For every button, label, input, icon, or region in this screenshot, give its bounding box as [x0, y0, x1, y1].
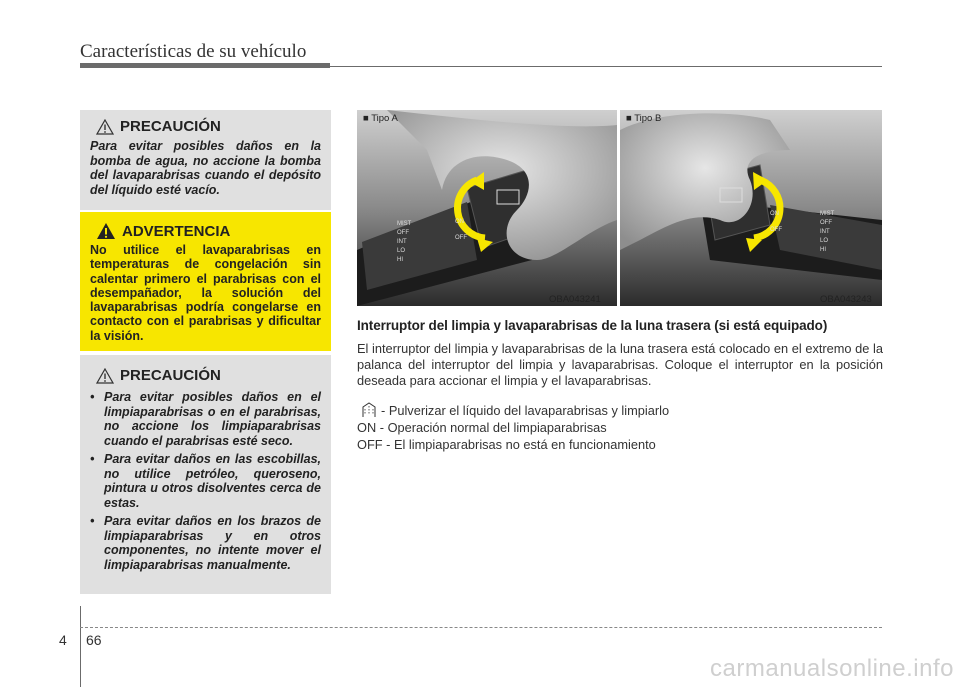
warning-text: No utilice el lavaparabrisas en temperaturas de congelación sin calentar primero el parabrisas con el desempañador, la solución del lavaparabrisas podría congelarse en contacto con el parabrisas y dificultar la visión. [90, 243, 321, 343]
option-on [357, 420, 607, 435]
warning-title: ADVERTENCIA [122, 222, 231, 240]
switch-label: HI [820, 247, 826, 253]
switch-labels-b [820, 210, 834, 255]
option-text: - Pulverizar el líquido del lavaparabrisas y limpiarlo [381, 402, 670, 418]
warning-triangle-icon [96, 222, 116, 240]
caution-box-1 [80, 110, 331, 210]
photo-type-a [357, 110, 617, 306]
washer-spray-icon [357, 401, 381, 419]
warning-header [96, 222, 321, 240]
option-text: - El limpiaparabrisas no está en funcionamiento [382, 437, 656, 452]
switch-labels-b2 [770, 206, 782, 238]
header-bar [80, 63, 330, 68]
switch-label: OFF [770, 227, 782, 233]
watermark: carmanualsonline.info [710, 655, 954, 682]
photo-code-b: OBA043243 [820, 294, 872, 305]
bullet-text: Para evitar posibles daños en el limpiaparabrisas o en el parabrisas, no accione los limpiaparabrisas cuando el parabrisas esté seco. [104, 390, 321, 448]
switch-label: INT [820, 229, 830, 235]
switch-labels-a2 [455, 214, 467, 246]
switch-label: MIST [820, 211, 835, 217]
page-number: 66 [86, 632, 102, 648]
section-number: 4 [59, 632, 67, 648]
switch-label: MIST [397, 221, 412, 227]
warning-box [80, 212, 331, 351]
caution-box-2 [80, 355, 331, 594]
wiper-lever-illustration-b [620, 110, 882, 306]
footer-rule [80, 627, 882, 628]
caution-triangle-icon [96, 119, 114, 135]
bullet-text: Para evitar daños en las escobillas, no utilice petróleo, queroseno, pintura u otros disolventes cerca de estas. [104, 452, 321, 510]
photo-code-a: OBA043241 [549, 294, 601, 305]
switch-labels-a [397, 220, 411, 265]
header-line [330, 66, 882, 67]
wiper-lever-illustration-a [357, 110, 617, 306]
header-title: Características de su vehículo [80, 41, 307, 62]
switch-label: ON [455, 219, 464, 225]
caution-bullet: • Para evitar daños en las escobillas, no utilice petróleo, queroseno, pintura u otros disolventes cerca de estas. [90, 452, 321, 510]
switch-label: OFF [397, 230, 409, 236]
switch-label: HI [397, 257, 403, 263]
section-body: El interruptor del limpia y lavaparabrisas de la luna trasera está colocado en el extremo de la palanca del interruptor del limpia y lavaparabrisas. Coloque el interruptor en la posición deseada para accionar el limpia y el lavaparabrisas. [357, 341, 883, 388]
caution-title-1: PRECAUCIÓN [120, 118, 221, 135]
photo-type-b [620, 110, 882, 306]
option-key: ON [357, 420, 377, 435]
footer-divider [80, 606, 81, 687]
caution-text-1: Para evitar posibles daños en la bomba de agua, no accione la bomba del lavaparabrisas cuando el depósito del líquido esté vacío. [90, 139, 321, 197]
switch-label: LO [397, 248, 406, 254]
option-wash [357, 401, 669, 419]
switch-label: INT [397, 239, 407, 245]
photo-label-b: ■ Tipo B [626, 113, 662, 124]
section-title: Interruptor del limpia y lavaparabrisas de la luna trasera (si está equipado) [357, 318, 828, 333]
caution-triangle-icon [96, 368, 114, 384]
switch-label: ON [770, 211, 779, 217]
option-off [357, 437, 656, 452]
caution-header-1 [96, 118, 321, 135]
switch-label: LO [820, 238, 829, 244]
switch-label: OFF [820, 220, 832, 226]
switch-label: OFF [455, 235, 467, 241]
option-key: OFF [357, 437, 383, 452]
caution-title-2: PRECAUCIÓN [120, 367, 221, 384]
bullet-text: Para evitar daños en los brazos de limpiaparabrisas y en otros componentes, no intente mover el limpiaparabrisas manualmente. [104, 514, 321, 572]
caution-bullet: • Para evitar posibles daños en el limpiaparabrisas o en el parabrisas, no accione los limpiaparabrisas cuando el parabrisas esté seco. [90, 390, 321, 448]
option-text: - Operación normal del limpiaparabrisas [376, 420, 607, 435]
photo-label-a: ■ Tipo A [363, 113, 398, 124]
caution-bullet: • Para evitar daños en los brazos de limpiaparabrisas y en otros componentes, no intente mover el limpiaparabrisas manualmente. [90, 514, 321, 572]
caution-header-2 [96, 367, 321, 384]
